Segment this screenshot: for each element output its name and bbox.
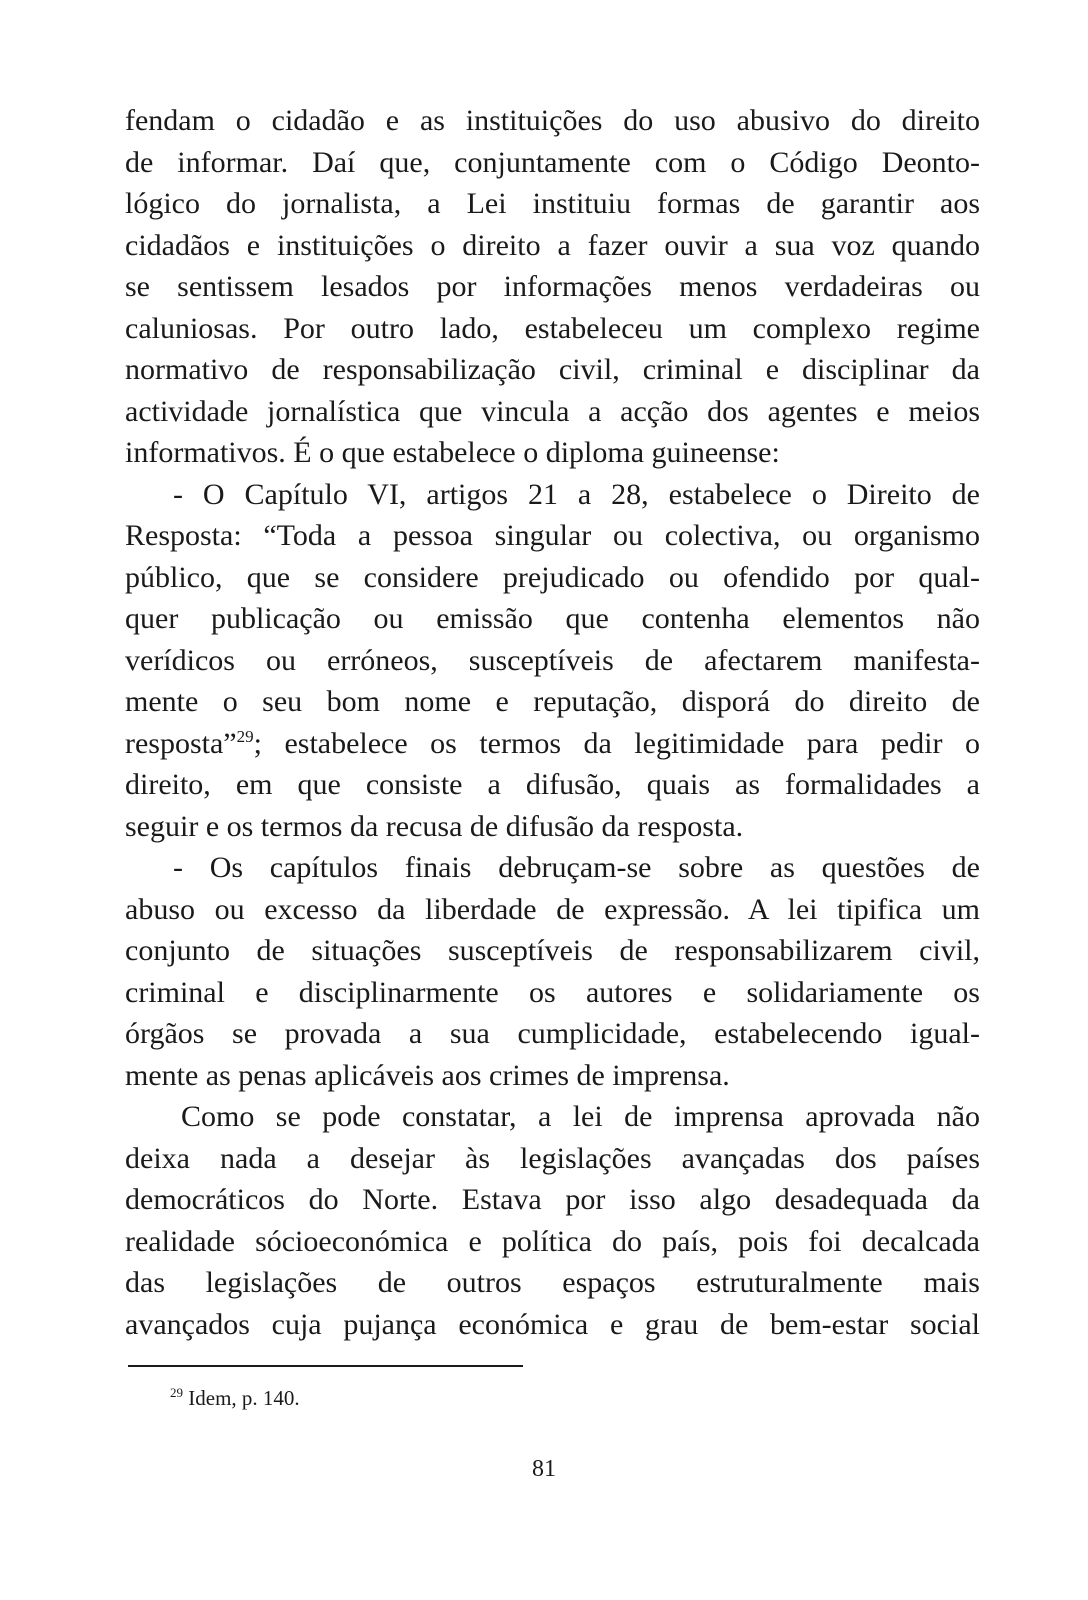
text-line-content: avançados cuja pujança económica e grau de bem-estar social <box>125 1307 980 1341</box>
text-line-content: Como se pode constatar, a lei de imprensa aprovada não <box>181 1100 980 1133</box>
text-line <box>125 1179 980 1221</box>
text-line <box>125 1013 980 1055</box>
text-line-content: caluniosas. Por outro lado, estabeleceu um complexo regime <box>125 311 980 345</box>
text-line <box>125 266 980 308</box>
footnote <box>170 1384 300 1412</box>
text-line <box>125 349 980 391</box>
text-line-content: abuso ou excesso da liberdade de expressão. A lei tipifica um <box>125 892 980 926</box>
text-line <box>125 806 980 848</box>
text-line-content: normativo de responsabilização civil, criminal e disciplinar da <box>125 353 980 386</box>
footnote-number: 29 <box>170 1385 183 1400</box>
text-line <box>125 1096 980 1138</box>
text-line-content: - O Capítulo VI, artigos 21 a 28, estabelece o Direito de <box>173 477 980 511</box>
text-line-content: órgãos se provada a sua cumplicidade, estabelecendo igual- <box>125 1017 980 1050</box>
text-line-content: seguir e os termos da recusa de difusão da resposta. <box>125 809 744 843</box>
text-line-content: cidadãos e instituições o direito a fazer ouvir a sua voz quando <box>125 228 980 262</box>
text-line-content: democráticos do Norte. Estava por isso algo desadequada da <box>125 1183 980 1216</box>
text-line-content: das legislações de outros espaços estruturalmente mais <box>125 1266 980 1299</box>
text-line <box>125 889 980 931</box>
text-line <box>125 1262 980 1304</box>
text-line <box>125 142 980 184</box>
footnote-text: Idem, p. 140. <box>183 1386 300 1410</box>
text-line <box>125 1221 980 1263</box>
text-line <box>125 681 980 723</box>
text-line <box>125 1304 980 1346</box>
text-line <box>125 100 980 142</box>
text-line <box>125 930 980 972</box>
text-line <box>125 723 980 765</box>
text-line <box>125 391 980 433</box>
text-line <box>125 225 980 267</box>
page-number: 81 <box>532 1456 556 1482</box>
text-line-content: criminal e disciplinarmente os autores e solidariamente os <box>125 975 980 1009</box>
text-line-content: público, que se considere prejudicado ou ofendido por qual- <box>125 560 980 594</box>
text-line-content: lógico do jornalista, a Lei instituiu formas de garantir aos <box>125 187 980 220</box>
text-line-content: informativos. É o que estabelece o diploma guineense: <box>125 436 780 469</box>
text-line-content: mente o seu bom nome e reputação, disporá do direito de <box>125 685 980 718</box>
text-line <box>125 972 980 1014</box>
text-line-content: verídicos ou erróneos, susceptíveis de afectarem manifesta- <box>125 643 980 677</box>
text-line <box>125 474 980 516</box>
footnote-separator <box>128 1365 523 1367</box>
text-line-content: mente as penas aplicáveis aos crimes de imprensa. <box>125 1058 730 1092</box>
text-line-content: direito, em que consiste a difusão, quais as formalidades a <box>125 768 980 801</box>
text-line-content: resposta” <box>125 726 237 760</box>
text-line <box>125 308 980 350</box>
text-line <box>125 598 980 640</box>
text-line <box>125 515 980 557</box>
text-line <box>125 183 980 225</box>
text-line-content: - Os capítulos finais debruçam-se sobre as questões de <box>173 851 980 884</box>
text-line-content: deixa nada a desejar às legislações avançadas dos países <box>125 1141 980 1175</box>
text-line <box>125 847 980 889</box>
text-line-content: Resposta: “Toda a pessoa singular ou colectiva, ou organismo <box>125 519 980 552</box>
text-line-content: realidade sócioeconómica e política do país, pois foi decalcada <box>125 1224 980 1258</box>
text-line-content: de informar. Daí que, conjuntamente com o Código Deonto- <box>125 145 980 179</box>
text-line-content: fendam o cidadão e as instituições do uso abusivo do direito <box>125 104 980 137</box>
text-line <box>125 764 980 806</box>
text-line-content: actividade jornalística que vincula a acção dos agentes e meios <box>125 394 980 428</box>
text-line <box>125 1138 980 1180</box>
text-line <box>125 557 980 599</box>
footnote-reference: 29 <box>236 726 254 746</box>
text-line <box>125 640 980 682</box>
text-line <box>125 1055 980 1097</box>
text-line-content: conjunto de situações susceptíveis de responsabilizarem civil, <box>125 934 980 967</box>
text-line <box>125 432 980 474</box>
text-line-content: se sentissem lesados por informações menos verdadeiras ou <box>125 270 980 303</box>
text-line-content: quer publicação ou emissão que contenha elementos não <box>125 602 980 635</box>
text-line-continuation: ; estabelece os termos da legitimidade para pedir o <box>253 726 980 760</box>
body-text <box>125 100 980 1345</box>
